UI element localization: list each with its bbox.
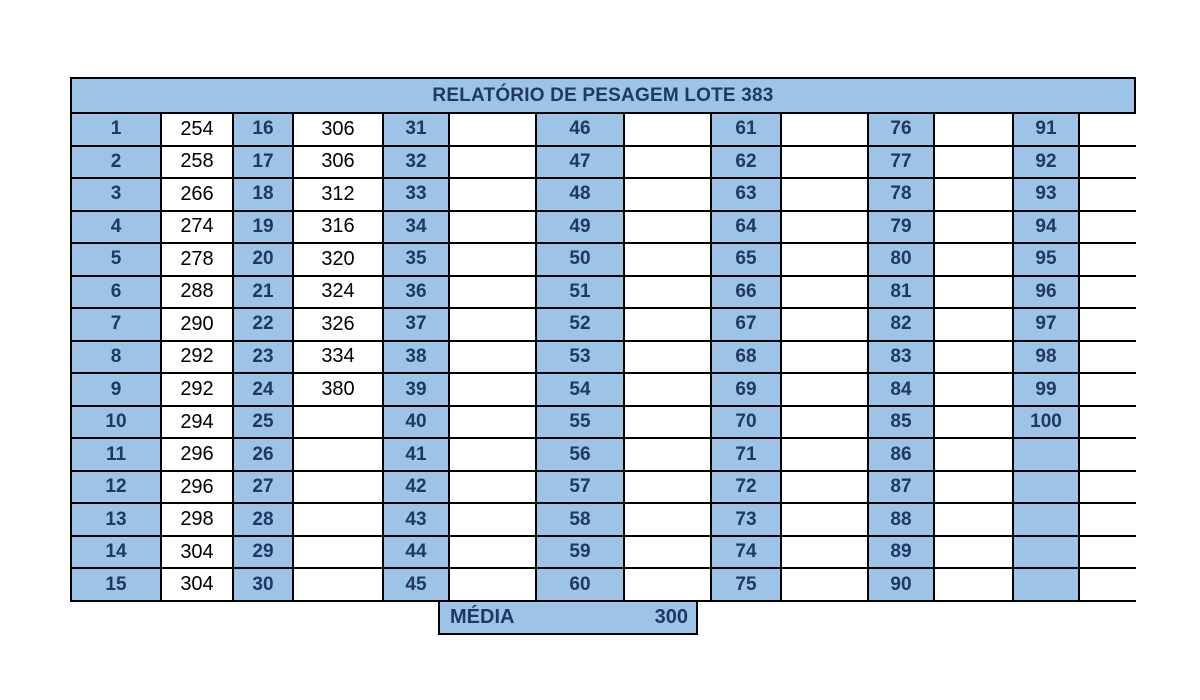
animal-number-cell: 50 bbox=[537, 244, 623, 275]
weight-value-cell: 296 bbox=[162, 439, 232, 470]
animal-number-cell: 81 bbox=[869, 277, 933, 308]
animal-number-cell: 83 bbox=[869, 342, 933, 373]
animal-number-cell: 30 bbox=[234, 569, 292, 600]
weight-value-cell bbox=[1080, 374, 1158, 405]
weight-value-cell bbox=[1080, 439, 1158, 470]
weight-value-cell: 290 bbox=[162, 309, 232, 340]
animal-number-cell: 85 bbox=[869, 407, 933, 438]
animal-number-cell: 42 bbox=[384, 472, 448, 503]
animal-number-cell: 33 bbox=[384, 179, 448, 210]
animal-number-cell: 92 bbox=[1014, 147, 1078, 178]
weight-value-cell bbox=[294, 537, 382, 568]
weight-value-cell: 320 bbox=[294, 244, 382, 275]
animal-number-cell: 56 bbox=[537, 439, 623, 470]
animal-number-cell: 63 bbox=[712, 179, 780, 210]
animal-number-cell: 38 bbox=[384, 342, 448, 373]
weight-value-cell bbox=[782, 537, 867, 568]
animal-number-cell: 13 bbox=[72, 504, 160, 535]
weight-value-cell: 306 bbox=[294, 147, 382, 178]
weight-value-cell bbox=[450, 114, 535, 145]
weight-value-cell bbox=[1080, 277, 1158, 308]
weight-value-cell bbox=[782, 277, 867, 308]
weight-value-cell: 292 bbox=[162, 374, 232, 405]
animal-number-cell: 11 bbox=[72, 439, 160, 470]
weight-value-cell bbox=[782, 439, 867, 470]
animal-number-cell: 5 bbox=[72, 244, 160, 275]
animal-number-cell bbox=[1014, 472, 1078, 503]
weight-value-cell bbox=[1080, 407, 1158, 438]
animal-number-cell: 44 bbox=[384, 537, 448, 568]
weight-value-cell: 316 bbox=[294, 212, 382, 243]
animal-number-cell: 97 bbox=[1014, 309, 1078, 340]
weight-value-cell bbox=[1080, 342, 1158, 373]
animal-number-cell: 26 bbox=[234, 439, 292, 470]
weight-value-cell bbox=[450, 504, 535, 535]
animal-number-cell: 7 bbox=[72, 309, 160, 340]
weight-value-cell bbox=[294, 407, 382, 438]
animal-number-cell: 1 bbox=[72, 114, 160, 145]
animal-number-cell: 66 bbox=[712, 277, 780, 308]
weight-value-cell bbox=[935, 569, 1012, 600]
weight-value-cell: 380 bbox=[294, 374, 382, 405]
animal-number-cell: 77 bbox=[869, 147, 933, 178]
weight-value-cell bbox=[935, 212, 1012, 243]
weight-value-cell: 278 bbox=[162, 244, 232, 275]
weight-value-cell bbox=[935, 342, 1012, 373]
weight-value-cell: 254 bbox=[162, 114, 232, 145]
animal-number-cell: 55 bbox=[537, 407, 623, 438]
weight-value-cell bbox=[625, 244, 710, 275]
animal-number-cell: 52 bbox=[537, 309, 623, 340]
animal-number-cell bbox=[1014, 569, 1078, 600]
weight-value-cell: 258 bbox=[162, 147, 232, 178]
weight-value-cell: 294 bbox=[162, 407, 232, 438]
weight-value-cell bbox=[625, 537, 710, 568]
weight-value-cell bbox=[1080, 179, 1158, 210]
weight-value-cell bbox=[1080, 569, 1158, 600]
weight-value-cell: 324 bbox=[294, 277, 382, 308]
weight-value-cell bbox=[625, 439, 710, 470]
weight-value-cell bbox=[935, 244, 1012, 275]
weight-value-cell bbox=[450, 439, 535, 470]
animal-number-cell: 74 bbox=[712, 537, 780, 568]
animal-number-cell: 94 bbox=[1014, 212, 1078, 243]
weight-value-cell bbox=[782, 342, 867, 373]
animal-number-cell: 75 bbox=[712, 569, 780, 600]
weight-value-cell bbox=[625, 179, 710, 210]
animal-number-cell: 70 bbox=[712, 407, 780, 438]
animal-number-cell: 39 bbox=[384, 374, 448, 405]
animal-number-cell: 8 bbox=[72, 342, 160, 373]
animal-number-cell: 73 bbox=[712, 504, 780, 535]
animal-number-cell: 22 bbox=[234, 309, 292, 340]
animal-number-cell: 35 bbox=[384, 244, 448, 275]
weight-value-cell bbox=[935, 407, 1012, 438]
animal-number-cell: 3 bbox=[72, 179, 160, 210]
weight-value-cell bbox=[782, 569, 867, 600]
animal-number-cell: 59 bbox=[537, 537, 623, 568]
animal-number-cell: 99 bbox=[1014, 374, 1078, 405]
weight-value-cell: 266 bbox=[162, 179, 232, 210]
animal-number-cell: 69 bbox=[712, 374, 780, 405]
weight-value-cell bbox=[782, 212, 867, 243]
weight-value-cell bbox=[782, 147, 867, 178]
animal-number-cell: 18 bbox=[234, 179, 292, 210]
weight-value-cell bbox=[1080, 472, 1158, 503]
animal-number-cell: 54 bbox=[537, 374, 623, 405]
weight-value-cell bbox=[935, 114, 1012, 145]
animal-number-cell: 86 bbox=[869, 439, 933, 470]
weight-value-cell bbox=[625, 212, 710, 243]
weight-value-cell: 288 bbox=[162, 277, 232, 308]
weight-value-cell bbox=[782, 407, 867, 438]
weight-value-cell bbox=[1080, 114, 1158, 145]
weight-value-cell bbox=[625, 147, 710, 178]
animal-number-cell: 12 bbox=[72, 472, 160, 503]
weight-value-cell bbox=[1080, 504, 1158, 535]
animal-number-cell: 43 bbox=[384, 504, 448, 535]
weight-value-cell bbox=[625, 342, 710, 373]
weight-value-cell bbox=[625, 309, 710, 340]
weight-value-cell bbox=[935, 439, 1012, 470]
animal-number-cell: 28 bbox=[234, 504, 292, 535]
animal-number-cell: 37 bbox=[384, 309, 448, 340]
report-title: RELATÓRIO DE PESAGEM LOTE 383 bbox=[72, 79, 1134, 114]
weight-value-cell bbox=[1080, 309, 1158, 340]
animal-number-cell: 15 bbox=[72, 569, 160, 600]
animal-number-cell: 60 bbox=[537, 569, 623, 600]
animal-number-cell: 36 bbox=[384, 277, 448, 308]
animal-number-cell: 95 bbox=[1014, 244, 1078, 275]
weight-value-cell bbox=[625, 277, 710, 308]
animal-number-cell: 21 bbox=[234, 277, 292, 308]
weight-value-cell bbox=[1080, 147, 1158, 178]
animal-number-cell: 14 bbox=[72, 537, 160, 568]
animal-number-cell: 40 bbox=[384, 407, 448, 438]
animal-number-cell: 31 bbox=[384, 114, 448, 145]
animal-number-cell: 2 bbox=[72, 147, 160, 178]
weight-value-cell: 304 bbox=[162, 537, 232, 568]
weight-value-cell bbox=[935, 179, 1012, 210]
weight-value-cell: 334 bbox=[294, 342, 382, 373]
animal-number-cell: 88 bbox=[869, 504, 933, 535]
weight-value-cell bbox=[450, 537, 535, 568]
weight-value-cell bbox=[935, 537, 1012, 568]
animal-number-cell: 93 bbox=[1014, 179, 1078, 210]
animal-number-cell: 68 bbox=[712, 342, 780, 373]
animal-number-cell: 87 bbox=[869, 472, 933, 503]
animal-number-cell bbox=[1014, 537, 1078, 568]
animal-number-cell: 17 bbox=[234, 147, 292, 178]
weight-value-cell bbox=[782, 114, 867, 145]
weight-value-cell bbox=[625, 504, 710, 535]
animal-number-cell: 65 bbox=[712, 244, 780, 275]
weight-value-cell: 292 bbox=[162, 342, 232, 373]
animal-number-cell: 48 bbox=[537, 179, 623, 210]
weight-value-cell bbox=[935, 374, 1012, 405]
animal-number-cell: 79 bbox=[869, 212, 933, 243]
animal-number-cell: 90 bbox=[869, 569, 933, 600]
weight-value-cell bbox=[935, 504, 1012, 535]
weight-value-cell bbox=[1080, 212, 1158, 243]
animal-number-cell: 96 bbox=[1014, 277, 1078, 308]
animal-number-cell: 9 bbox=[72, 374, 160, 405]
average-value: 300 bbox=[654, 606, 688, 628]
weight-value-cell bbox=[450, 147, 535, 178]
weight-value-cell: 306 bbox=[294, 114, 382, 145]
weight-value-cell bbox=[935, 309, 1012, 340]
weight-value-cell bbox=[782, 179, 867, 210]
animal-number-cell: 82 bbox=[869, 309, 933, 340]
weight-value-cell bbox=[450, 569, 535, 600]
animal-number-cell: 49 bbox=[537, 212, 623, 243]
animal-number-cell: 46 bbox=[537, 114, 623, 145]
weight-value-cell bbox=[625, 472, 710, 503]
weighing-report-table bbox=[70, 77, 1136, 602]
animal-number-cell: 78 bbox=[869, 179, 933, 210]
animal-number-cell: 20 bbox=[234, 244, 292, 275]
weight-value-cell: 304 bbox=[162, 569, 232, 600]
animal-number-cell: 64 bbox=[712, 212, 780, 243]
animal-number-cell: 19 bbox=[234, 212, 292, 243]
animal-number-cell bbox=[1014, 504, 1078, 535]
weight-value-cell bbox=[625, 114, 710, 145]
weight-value-cell bbox=[782, 374, 867, 405]
animal-number-cell: 76 bbox=[869, 114, 933, 145]
weight-value-cell bbox=[782, 309, 867, 340]
animal-number-cell: 80 bbox=[869, 244, 933, 275]
weight-value-cell bbox=[450, 244, 535, 275]
weight-value-cell bbox=[935, 147, 1012, 178]
animal-number-cell: 4 bbox=[72, 212, 160, 243]
weight-value-cell bbox=[625, 569, 710, 600]
weights-grid bbox=[72, 114, 1134, 600]
animal-number-cell: 72 bbox=[712, 472, 780, 503]
animal-number-cell: 71 bbox=[712, 439, 780, 470]
weight-value-cell bbox=[450, 309, 535, 340]
animal-number-cell: 27 bbox=[234, 472, 292, 503]
animal-number-cell: 10 bbox=[72, 407, 160, 438]
weight-value-cell bbox=[625, 374, 710, 405]
animal-number-cell: 6 bbox=[72, 277, 160, 308]
weight-value-cell: 296 bbox=[162, 472, 232, 503]
animal-number-cell: 23 bbox=[234, 342, 292, 373]
weight-value-cell bbox=[450, 342, 535, 373]
weight-value-cell bbox=[294, 472, 382, 503]
animal-number-cell: 41 bbox=[384, 439, 448, 470]
weight-value-cell bbox=[1080, 537, 1158, 568]
animal-number-cell: 62 bbox=[712, 147, 780, 178]
animal-number-cell: 58 bbox=[537, 504, 623, 535]
weight-value-cell: 312 bbox=[294, 179, 382, 210]
weight-value-cell bbox=[782, 244, 867, 275]
animal-number-cell: 34 bbox=[384, 212, 448, 243]
weight-value-cell bbox=[450, 179, 535, 210]
animal-number-cell: 53 bbox=[537, 342, 623, 373]
weight-value-cell bbox=[782, 504, 867, 535]
animal-number-cell: 57 bbox=[537, 472, 623, 503]
animal-number-cell: 24 bbox=[234, 374, 292, 405]
average-label: MÉDIA bbox=[450, 606, 515, 628]
weight-value-cell bbox=[450, 407, 535, 438]
weight-value-cell bbox=[935, 472, 1012, 503]
weight-value-cell bbox=[450, 277, 535, 308]
weight-value-cell bbox=[450, 472, 535, 503]
average-box bbox=[438, 600, 698, 635]
weight-value-cell bbox=[294, 439, 382, 470]
weight-value-cell bbox=[294, 504, 382, 535]
animal-number-cell: 61 bbox=[712, 114, 780, 145]
weight-value-cell bbox=[782, 472, 867, 503]
animal-number-cell: 84 bbox=[869, 374, 933, 405]
animal-number-cell: 32 bbox=[384, 147, 448, 178]
weight-value-cell bbox=[450, 212, 535, 243]
animal-number-cell: 89 bbox=[869, 537, 933, 568]
weight-value-cell bbox=[625, 407, 710, 438]
weight-value-cell: 298 bbox=[162, 504, 232, 535]
animal-number-cell: 91 bbox=[1014, 114, 1078, 145]
animal-number-cell: 51 bbox=[537, 277, 623, 308]
weight-value-cell bbox=[450, 374, 535, 405]
animal-number-cell: 98 bbox=[1014, 342, 1078, 373]
weight-value-cell: 326 bbox=[294, 309, 382, 340]
animal-number-cell bbox=[1014, 439, 1078, 470]
weight-value-cell: 274 bbox=[162, 212, 232, 243]
animal-number-cell: 25 bbox=[234, 407, 292, 438]
weight-value-cell bbox=[294, 569, 382, 600]
weight-value-cell bbox=[935, 277, 1012, 308]
weight-value-cell bbox=[1080, 244, 1158, 275]
animal-number-cell: 47 bbox=[537, 147, 623, 178]
animal-number-cell: 67 bbox=[712, 309, 780, 340]
animal-number-cell: 16 bbox=[234, 114, 292, 145]
animal-number-cell: 100 bbox=[1014, 407, 1078, 438]
animal-number-cell: 29 bbox=[234, 537, 292, 568]
animal-number-cell: 45 bbox=[384, 569, 448, 600]
